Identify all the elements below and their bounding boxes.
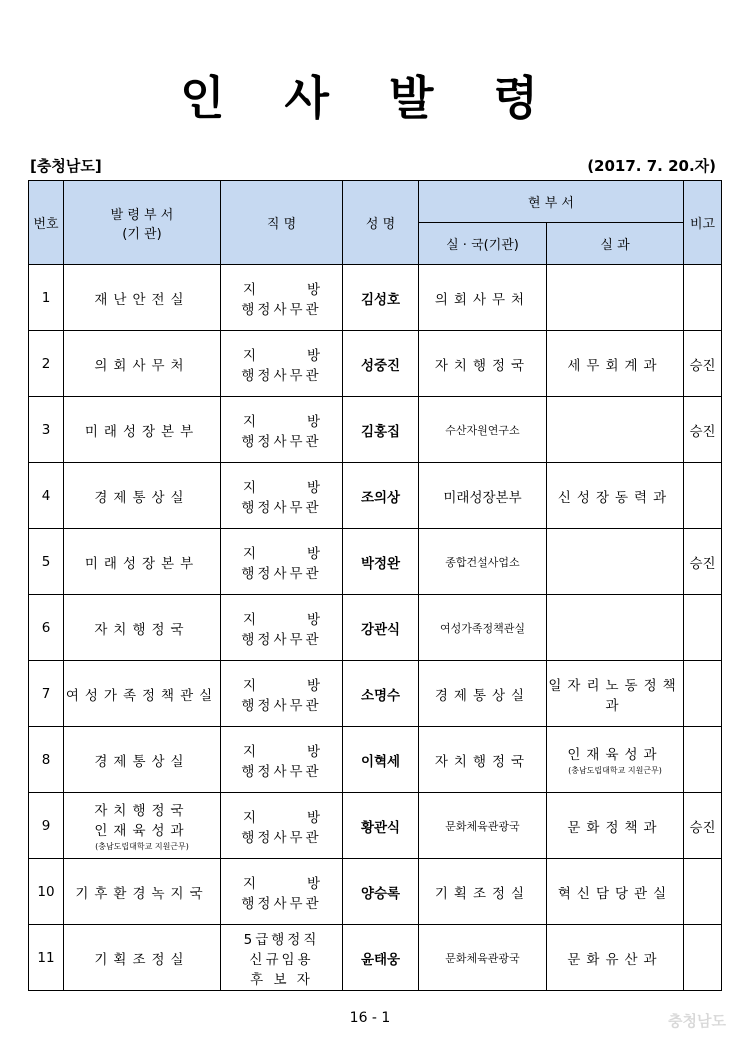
dept-cell xyxy=(64,397,221,463)
position-char-2: 방 xyxy=(306,809,320,826)
dept-cell xyxy=(64,331,221,397)
person-name: 윤태웅 xyxy=(343,925,419,991)
dept-text: 기후환경녹지국 xyxy=(75,885,209,902)
position-char-1: 지 xyxy=(243,281,257,298)
row-number: 5 xyxy=(29,529,64,595)
page-number: 16 - 1 xyxy=(349,1010,391,1026)
dept-text: 미래성장본부 xyxy=(84,423,200,440)
row-number: 7 xyxy=(29,661,64,727)
person-name: 박정완 xyxy=(343,529,419,595)
row-number: 8 xyxy=(29,727,64,793)
note-cell xyxy=(684,661,722,727)
current-office: 의회사무처 xyxy=(434,291,531,308)
current-office-cell xyxy=(419,529,547,595)
current-office: 여성가족정책관실 xyxy=(439,621,525,635)
person-name: 소명수 xyxy=(343,661,419,727)
person-name: 양승록 xyxy=(343,859,419,925)
position-char-2: 방 xyxy=(306,743,320,760)
position-line: 5급행정직 xyxy=(243,931,320,948)
current-office-cell xyxy=(419,397,547,463)
position-char-2: 방 xyxy=(306,281,320,298)
personnel-table xyxy=(28,180,722,991)
position-text: 행정사무관 xyxy=(241,895,322,912)
note-cell xyxy=(684,265,722,331)
header-note: 비고 xyxy=(684,181,722,265)
position-char-1: 지 xyxy=(243,875,257,892)
current-office-cell xyxy=(419,595,547,661)
note-cell xyxy=(684,925,722,991)
current-division-cell xyxy=(547,859,684,925)
header-dept-line2: (기 관) xyxy=(122,226,162,242)
current-division-cell xyxy=(547,661,684,727)
position-cell xyxy=(221,463,343,529)
header-dept xyxy=(64,181,221,265)
position-char-1: 지 xyxy=(243,611,257,628)
position-text: 행정사무관 xyxy=(241,433,322,450)
table-row xyxy=(29,397,722,463)
person-name: 황관식 xyxy=(343,793,419,859)
position-char-2: 방 xyxy=(306,347,320,364)
current-office: 문화체육관광국 xyxy=(445,819,520,833)
current-division: 신성장동력과 xyxy=(557,489,673,506)
position-cell xyxy=(221,265,343,331)
dept-cell xyxy=(64,595,221,661)
note-cell xyxy=(684,859,722,925)
position-cell xyxy=(221,529,343,595)
note-cell xyxy=(684,595,722,661)
row-number: 11 xyxy=(29,925,64,991)
current-office-cell xyxy=(419,661,547,727)
page-title: 인 사 발 령 xyxy=(180,71,560,125)
watermark-logo: 충청남도 xyxy=(668,1012,726,1030)
position-cell xyxy=(221,859,343,925)
current-division: 일자리노동정책과 xyxy=(548,677,682,714)
dept-text: 기획조정실 xyxy=(94,951,190,968)
current-division-cell xyxy=(547,529,684,595)
position-cell xyxy=(221,661,343,727)
note-cell xyxy=(684,463,722,529)
dept-cell xyxy=(64,661,221,727)
row-number: 9 xyxy=(29,793,64,859)
current-division-cell xyxy=(547,265,684,331)
current-office: 자치행정국 xyxy=(434,357,531,374)
dept-cell xyxy=(64,859,221,925)
table-row xyxy=(29,661,722,727)
header-position: 직 명 xyxy=(221,181,343,265)
dept-text: 재난안전실 xyxy=(94,291,190,308)
note-cell: 승진 xyxy=(684,331,722,397)
current-office-cell xyxy=(419,331,547,397)
current-office: 문화체육관광국 xyxy=(445,951,520,965)
dept-text: 경제통상실 xyxy=(94,753,190,770)
position-text: 행정사무관 xyxy=(241,499,322,516)
position-char-2: 방 xyxy=(306,875,320,892)
current-office: 경제통상실 xyxy=(434,687,531,704)
current-office-cell xyxy=(419,463,547,529)
table-row xyxy=(29,793,722,859)
current-division-cell xyxy=(547,793,684,859)
position-char-2: 방 xyxy=(306,545,320,562)
position-char-2: 방 xyxy=(306,611,320,628)
person-name: 이혁세 xyxy=(343,727,419,793)
position-char-2: 방 xyxy=(306,479,320,496)
row-number: 2 xyxy=(29,331,64,397)
position-cell xyxy=(221,727,343,793)
position-char-1: 지 xyxy=(243,347,257,364)
position-text: 행정사무관 xyxy=(241,763,322,780)
row-number: 3 xyxy=(29,397,64,463)
table-row xyxy=(29,859,722,925)
position-char-1: 지 xyxy=(243,479,257,496)
position-text: 행정사무관 xyxy=(241,829,322,846)
table-row xyxy=(29,265,722,331)
position-text: 행정사무관 xyxy=(241,367,322,384)
dept-text: 자치행정국 xyxy=(94,621,190,638)
current-office-cell xyxy=(419,265,547,331)
dept-text: 미래성장본부 xyxy=(84,555,200,572)
person-name: 조의상 xyxy=(343,463,419,529)
position-text: 행정사무관 xyxy=(241,565,322,582)
current-division-cell xyxy=(547,331,684,397)
header-name: 성 명 xyxy=(343,181,419,265)
current-office: 미래성장본부 xyxy=(443,489,522,506)
table-row xyxy=(29,727,722,793)
dept-text: 자치행정국 xyxy=(94,803,190,819)
position-text: 행정사무관 xyxy=(241,631,322,648)
row-number: 6 xyxy=(29,595,64,661)
header-dept-line1: 발 령 부 서 xyxy=(110,207,174,223)
current-division-cell xyxy=(547,925,684,991)
current-office: 수산자원연구소 xyxy=(445,423,520,437)
note-cell: 승진 xyxy=(684,397,722,463)
current-office: 종합건설사업소 xyxy=(445,555,520,569)
position-char-1: 지 xyxy=(243,743,257,760)
current-office: 기획조정실 xyxy=(434,885,531,902)
position-char-1: 지 xyxy=(243,545,257,562)
position-char-1: 지 xyxy=(243,809,257,826)
current-division-cell xyxy=(547,595,684,661)
dept-text: 여성가족정책관실 xyxy=(65,687,219,704)
note-cell: 승진 xyxy=(684,793,722,859)
table-row xyxy=(29,331,722,397)
current-division: 문화유산과 xyxy=(567,951,663,968)
current-office-cell xyxy=(419,859,547,925)
table-row xyxy=(29,529,722,595)
effective-date: (2017. 7. 20.자) xyxy=(587,157,716,175)
dept-text-2: 인재육성과 xyxy=(94,823,190,839)
header-no: 번호 xyxy=(29,181,64,265)
table-row xyxy=(29,595,722,661)
row-number: 10 xyxy=(29,859,64,925)
person-name: 김홍집 xyxy=(343,397,419,463)
position-cell xyxy=(221,793,343,859)
current-office-cell xyxy=(419,925,547,991)
current-division-cell xyxy=(547,397,684,463)
dept-cell xyxy=(64,463,221,529)
position-char-1: 지 xyxy=(243,677,257,694)
row-number: 1 xyxy=(29,265,64,331)
person-name: 강관식 xyxy=(343,595,419,661)
current-office-cell xyxy=(419,727,547,793)
current-office-cell xyxy=(419,793,547,859)
position-line: 후 보 자 xyxy=(250,971,313,988)
note-cell: 승진 xyxy=(684,529,722,595)
row-number: 4 xyxy=(29,463,64,529)
current-division: 인재육성과 xyxy=(567,747,663,763)
dept-cell xyxy=(64,925,221,991)
position-char-2: 방 xyxy=(306,677,320,694)
dept-text: 의회사무처 xyxy=(94,357,190,374)
division-subtext: (충남도립대학교 지원근무) xyxy=(568,766,662,775)
header-current: 현 부 서 xyxy=(419,181,684,223)
table-row xyxy=(29,463,722,529)
current-division: 세무회계과 xyxy=(567,357,663,374)
position-cell xyxy=(221,595,343,661)
dept-subtext: (충남도립대학교 지원근무) xyxy=(95,842,189,851)
position-cell xyxy=(221,397,343,463)
position-text: 행정사무관 xyxy=(241,301,322,318)
position-line: 신규임용 xyxy=(249,951,314,968)
dept-cell xyxy=(64,265,221,331)
position-char-2: 방 xyxy=(306,413,320,430)
dept-cell xyxy=(64,727,221,793)
dept-cell xyxy=(64,793,221,859)
current-division: 문화정책과 xyxy=(567,819,663,836)
current-division-cell xyxy=(547,727,684,793)
current-office: 자치행정국 xyxy=(434,753,531,770)
position-char-1: 지 xyxy=(243,413,257,430)
organization-label: [충청남도] xyxy=(30,157,102,175)
header-current-division: 실 과 xyxy=(547,223,684,265)
person-name: 성중진 xyxy=(343,331,419,397)
header-current-office: 실 · 국(기관) xyxy=(419,223,547,265)
dept-text: 경제통상실 xyxy=(94,489,190,506)
position-text: 행정사무관 xyxy=(241,697,322,714)
current-division-cell xyxy=(547,463,684,529)
person-name: 김성호 xyxy=(343,265,419,331)
note-cell xyxy=(684,727,722,793)
current-division: 혁신담당관실 xyxy=(557,885,673,902)
position-cell xyxy=(221,925,343,991)
position-cell xyxy=(221,331,343,397)
table-row xyxy=(29,925,722,991)
dept-cell xyxy=(64,529,221,595)
